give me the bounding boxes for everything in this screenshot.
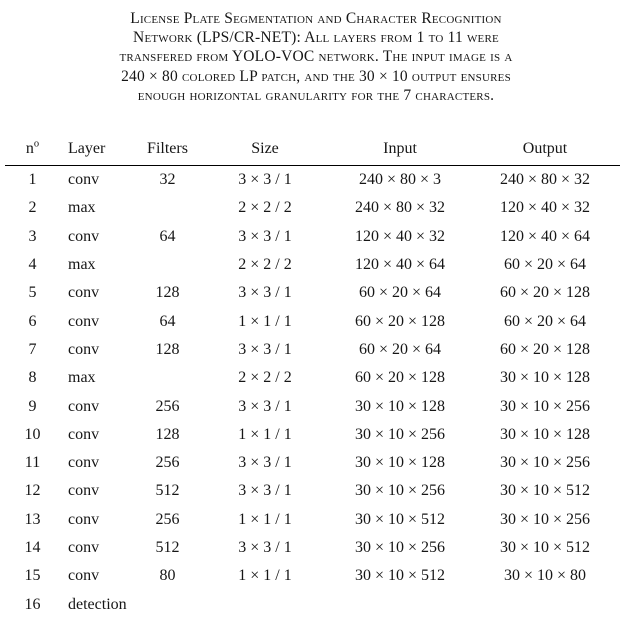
table-cell [470, 590, 620, 618]
table-cell: conv [68, 397, 100, 415]
table-cell: 30 × 10 × 512 [499, 482, 591, 500]
caption-line-5: enough horizontal granularity for the 7 characters. [137, 86, 495, 104]
table-cell: 10 [24, 425, 41, 443]
table-row [5, 166, 620, 195]
table-cell: 32 [159, 171, 176, 189]
table-cell [135, 590, 200, 618]
table-cell: max [68, 199, 96, 217]
table-cell: 3 × 3 / 1 [238, 340, 292, 358]
table-cell: 30 × 10 × 256 [499, 397, 591, 415]
table-cell: conv [68, 567, 100, 585]
table-cell: 256 [155, 397, 180, 415]
column-header-no-sup: o [33, 138, 40, 150]
table-cell: 2 [28, 199, 37, 217]
table-cell: 60 × 20 × 128 [354, 369, 446, 387]
table-cell: 3 × 3 / 1 [238, 454, 292, 472]
table-cell [135, 364, 200, 392]
table-cell: conv [68, 510, 100, 528]
table-cell: 120 × 40 × 32 [499, 199, 591, 217]
table-cell: 30 × 10 × 256 [499, 454, 591, 472]
table-cell: conv [68, 482, 100, 500]
table-cell: 240 × 80 × 3 [358, 171, 442, 189]
table-cell: 12 [24, 482, 41, 500]
table-cell: 3 × 3 / 1 [238, 482, 292, 500]
table-cell [330, 590, 470, 618]
column-header-output: Output [470, 135, 620, 166]
caption-line-2: Network (LPS/CR-NET): All layers from 1 to 11 were [133, 29, 499, 47]
column-header-layer: Layer [60, 135, 135, 166]
table-row [5, 562, 620, 590]
column-header-no [5, 135, 60, 166]
table-row [5, 506, 620, 534]
column-header-input: Input [330, 135, 470, 166]
table-cell: max [68, 256, 96, 274]
table-cell: 4 [28, 256, 37, 274]
table-cell: 120 × 40 × 64 [354, 256, 446, 274]
table-row [5, 194, 620, 222]
table-cell: 1 [28, 171, 37, 189]
caption-line-4: 240 × 80 colored LP patch, and the 30 × 10 output ensures [121, 67, 511, 85]
table-cell: 3 × 3 / 1 [238, 539, 292, 557]
table-cell [200, 590, 330, 618]
table-cell: 30 × 10 × 128 [499, 369, 591, 387]
table-cell: 60 × 20 × 64 [358, 340, 442, 358]
table-cell: 128 [155, 340, 180, 358]
column-header-no-base: n [25, 139, 34, 157]
table-cell: conv [68, 312, 100, 330]
table-cell: conv [68, 539, 100, 557]
table-cell: 240 × 80 × 32 [499, 171, 591, 189]
table-cell: conv [68, 425, 100, 443]
table-cell: 30 × 10 × 80 [503, 567, 587, 585]
table-cell: 60 × 20 × 64 [503, 312, 587, 330]
table-row [5, 279, 620, 307]
table-cell: 60 × 20 × 64 [358, 284, 442, 302]
caption-line-3: transfered from YOLO-VOC network. The input image is a [119, 48, 513, 66]
table-cell: 13 [24, 510, 41, 528]
table-cell: 9 [28, 397, 37, 415]
table-body [5, 166, 620, 619]
table-cell: 3 × 3 / 1 [238, 397, 292, 415]
table-cell: 30 × 10 × 256 [354, 425, 446, 443]
table-cell: detection [68, 595, 127, 613]
table-cell: 120 × 40 × 32 [354, 227, 446, 245]
table-cell: 30 × 10 × 128 [354, 454, 446, 472]
layers-table [5, 135, 620, 619]
table-cell: 11 [24, 454, 41, 472]
table-cell: 1 × 1 / 1 [238, 425, 292, 443]
paper-table-figure [0, 9, 632, 644]
table-cell: 256 [155, 454, 180, 472]
table-cell: conv [68, 284, 100, 302]
table-header-row [5, 135, 620, 166]
table-cell: 60 × 20 × 128 [499, 284, 591, 302]
table-cell: 80 [159, 567, 176, 585]
table-cell: 15 [24, 567, 41, 585]
table-cell: 1 × 1 / 1 [238, 567, 292, 585]
table-row [5, 336, 620, 364]
table-cell: 30 × 10 × 512 [499, 539, 591, 557]
table-cell: conv [68, 171, 100, 189]
table-cell: max [68, 369, 96, 387]
table-cell: 3 × 3 / 1 [238, 171, 292, 189]
table-cell: 64 [159, 227, 176, 245]
caption-line-1: License Plate Segmentation and Character Recognition [130, 10, 502, 27]
table-cell: 3 × 3 / 1 [238, 227, 292, 245]
table-cell: 30 × 10 × 256 [354, 482, 446, 500]
table-cell: 2 × 2 / 2 [238, 199, 292, 217]
table-cell: 128 [155, 425, 180, 443]
table-cell: 8 [28, 369, 37, 387]
table-cell: conv [68, 227, 100, 245]
column-header-filters: Filters [135, 135, 200, 166]
table-cell: 240 × 80 × 32 [354, 199, 446, 217]
table-cell: 3 [28, 227, 37, 245]
table-cell: conv [68, 340, 100, 358]
table-cell: 60 × 20 × 64 [503, 256, 587, 274]
table-caption [13, 9, 619, 105]
table-row [5, 477, 620, 505]
table-cell: 30 × 10 × 128 [354, 397, 446, 415]
table-row [5, 421, 620, 449]
table-cell: 30 × 10 × 128 [499, 425, 591, 443]
table-row [5, 534, 620, 562]
table-cell: 2 × 2 / 2 [238, 369, 292, 387]
table-cell: 30 × 10 × 256 [499, 510, 591, 528]
table-cell: 60 × 20 × 128 [499, 340, 591, 358]
table-row [5, 392, 620, 420]
table-cell: 14 [24, 539, 41, 557]
table-row [5, 590, 620, 618]
table-cell [135, 194, 200, 222]
table-cell: 512 [155, 539, 180, 557]
table-cell: 3 × 3 / 1 [238, 284, 292, 302]
table-cell: 256 [155, 510, 180, 528]
table-cell: 128 [155, 284, 180, 302]
table-cell: 1 × 1 / 1 [238, 510, 292, 528]
table-cell [135, 251, 200, 279]
table-cell: 30 × 10 × 512 [354, 567, 446, 585]
table-cell: conv [68, 454, 100, 472]
table-cell: 64 [159, 312, 176, 330]
table-row [5, 449, 620, 477]
table-cell: 30 × 10 × 256 [354, 539, 446, 557]
table-row [5, 308, 620, 336]
table-row [5, 223, 620, 251]
column-header-size: Size [200, 135, 330, 166]
table-row [5, 251, 620, 279]
table-cell: 7 [28, 340, 37, 358]
table-cell: 1 × 1 / 1 [238, 312, 292, 330]
table-cell: 5 [28, 284, 37, 302]
table-cell: 30 × 10 × 512 [354, 510, 446, 528]
table-cell: 16 [24, 595, 41, 613]
table-cell: 60 × 20 × 128 [354, 312, 446, 330]
table-cell: 120 × 40 × 64 [499, 227, 591, 245]
table-row [5, 364, 620, 392]
table-cell: 6 [28, 312, 37, 330]
table-cell: 2 × 2 / 2 [238, 256, 292, 274]
table-cell: 512 [155, 482, 180, 500]
